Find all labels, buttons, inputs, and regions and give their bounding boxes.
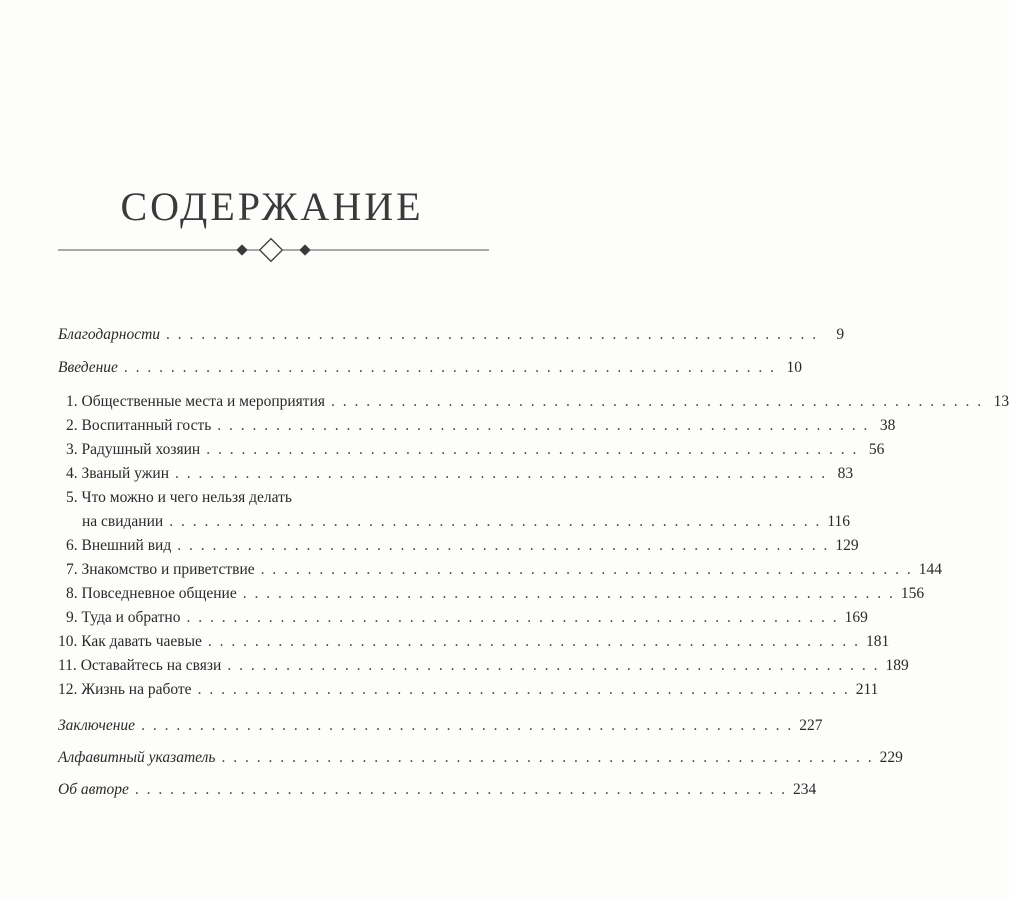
toc-entry-back[interactable] bbox=[58, 710, 823, 742]
toc-leader-dots: . . . . . . . . . . . . . . . . . . . . . . . . . . . . . . . . . . . . . . . . . . . . . . . . . . . . . . . . bbox=[186, 609, 839, 626]
toc-page-number: 229 bbox=[879, 749, 903, 766]
toc-page-number: 227 bbox=[799, 717, 823, 734]
toc-leader-dots: . . . . . . . . . . . . . . . . . . . . . . . . . . . . . . . . . . . . . . . . . . . . . . . . . . . . . . . . bbox=[206, 441, 859, 458]
toc-entry-label bbox=[58, 486, 489, 510]
chapter-title-continued: на свидании bbox=[82, 513, 164, 530]
chapter-number: 3. bbox=[66, 441, 78, 458]
toc-entry-front[interactable] bbox=[58, 351, 803, 384]
toc-entry-label bbox=[58, 438, 200, 462]
toc-entry-chapter[interactable] bbox=[58, 558, 943, 582]
toc-entry-label bbox=[58, 678, 192, 702]
toc-entry-chapter[interactable] bbox=[58, 390, 1009, 414]
toc-entry-front[interactable] bbox=[58, 318, 845, 351]
toc-entry-chapter[interactable] bbox=[58, 534, 859, 558]
chapter-number: 6. bbox=[66, 537, 78, 554]
chapter-number: 10. bbox=[58, 633, 78, 650]
toc-entry-label: Алфавитный указатель bbox=[58, 749, 216, 766]
toc-page-number: 83 bbox=[837, 465, 854, 482]
toc-entry-label bbox=[58, 558, 255, 582]
toc-page-number: 181 bbox=[866, 633, 890, 650]
chapter-number: 8. bbox=[66, 585, 78, 602]
toc-page-number: 234 bbox=[793, 781, 817, 798]
toc-page-number: 129 bbox=[835, 537, 859, 554]
toc-page-number: 116 bbox=[827, 513, 851, 530]
toc-entry-label bbox=[58, 534, 171, 558]
toc-entry-back[interactable] bbox=[58, 774, 817, 806]
toc-leader-dots: . . . . . . . . . . . . . . . . . . . . . . . . . . . . . . . . . . . . . . . . . . . . . . . . . . . . . . . . bbox=[141, 717, 794, 734]
toc-page-number: 38 bbox=[879, 417, 896, 434]
toc-page-number: 211 bbox=[855, 681, 879, 698]
toc-entry-chapter[interactable] bbox=[58, 486, 851, 534]
chapter-title: Что можно и чего нельзя делать bbox=[81, 489, 292, 506]
toc-leader-dots: . . . . . . . . . . . . . . . . . . . . . . . . . . . . . . . . . . . . . . . . . . . . . . . . . . . . . . . . bbox=[166, 326, 819, 343]
toc-page-number: 189 bbox=[885, 657, 909, 674]
toc-leader-dots: . . . . . . . . . . . . . . . . . . . . . . . . . . . . . . . . . . . . . . . . . . . . . . . . . . . . . . . . bbox=[260, 561, 913, 578]
toc-entry-back[interactable] bbox=[58, 742, 903, 774]
chapter-title: Общественные места и мероприятия bbox=[81, 393, 325, 410]
toc-entry-label: Введение bbox=[58, 359, 118, 376]
chapter-title: Званый ужин bbox=[81, 465, 169, 482]
chapter-title: Оставайтесь на связи bbox=[80, 657, 222, 674]
chapter-number: 2. bbox=[66, 417, 78, 434]
toc-entry-chapter[interactable] bbox=[58, 678, 879, 702]
chapter-number: 11. bbox=[58, 657, 77, 674]
toc-entry-label bbox=[58, 462, 169, 486]
toc-page-number: 169 bbox=[844, 609, 868, 626]
chapter-title: Внешний вид bbox=[81, 537, 172, 554]
toc-leader-dots: . . . . . . . . . . . . . . . . . . . . . . . . . . . . . . . . . . . . . . . . . . . . . . . . . . . . . . . . bbox=[177, 537, 830, 554]
toc-leader-dots: . . . . . . . . . . . . . . . . . . . . . . . . . . . . . . . . . . . . . . . . . . . . . . . . . . . . . . . . bbox=[134, 781, 788, 798]
toc-entry-label: Об авторе bbox=[58, 781, 129, 798]
toc-leader-dots: . . . . . . . . . . . . . . . . . . . . . . . . . . . . . . . . . . . . . . . . . . . . . . . . . . . . . . . . bbox=[123, 359, 777, 376]
toc-leader-dots: . . . . . . . . . . . . . . . . . . . . . . . . . . . . . . . . . . . . . . . . . . . . . . . . . . . . . . . . bbox=[197, 681, 850, 698]
toc-page-number: 13 bbox=[993, 393, 1009, 410]
toc-leader-dots: . . . . . . . . . . . . . . . . . . . . . . . . . . . . . . . . . . . . . . . . . . . . . . . . . . . . . . . . bbox=[217, 417, 870, 434]
toc-leader-dots: . . . . . . . . . . . . . . . . . . . . . . . . . . . . . . . . . . . . . . . . . . . . . . . . . . . . . . . . bbox=[221, 749, 874, 766]
chapter-title: Повседневное общение bbox=[81, 585, 237, 602]
toc-entry-label bbox=[58, 606, 180, 630]
toc-entry-label: Благодарности bbox=[58, 326, 161, 343]
toc-leader-dots: . . . . . . . . . . . . . . . . . . . . . . . . . . . . . . . . . . . . . . . . . . . . . . . . . . . . . . . . bbox=[169, 513, 822, 530]
toc-entry-label: Заключение bbox=[58, 717, 136, 734]
page-title: СОДЕРЖАНИЕ bbox=[120, 184, 424, 229]
toc-entry-label bbox=[58, 390, 325, 414]
toc-entry-label bbox=[58, 414, 211, 438]
toc-entry-label bbox=[58, 654, 221, 678]
toc-entry-chapter[interactable] bbox=[58, 438, 885, 462]
chapter-title: Знакомство и приветствие bbox=[81, 561, 255, 578]
chapter-number: 12. bbox=[58, 681, 78, 698]
toc-entry-label bbox=[58, 630, 202, 654]
toc-entry-chapter[interactable] bbox=[58, 414, 896, 438]
chapter-title: Туда и обратно bbox=[81, 609, 181, 626]
chapter-number: 4. bbox=[66, 465, 78, 482]
toc-entry-chapter[interactable] bbox=[58, 654, 909, 678]
toc-leader-dots: . . . . . . . . . . . . . . . . . . . . . . . . . . . . . . . . . . . . . . . . . . . . . . . . . . . . . . . . bbox=[331, 393, 984, 410]
chapter-title: Радушный хозяин bbox=[81, 441, 201, 458]
toc-entry-chapter[interactable] bbox=[58, 630, 890, 654]
toc-leader-dots: . . . . . . . . . . . . . . . . . . . . . . . . . . . . . . . . . . . . . . . . . . . . . . . . . . . . . . . . bbox=[207, 633, 861, 650]
chapter-number: 9. bbox=[66, 609, 78, 626]
toc-page-number: 56 bbox=[868, 441, 885, 458]
toc-page-number: 156 bbox=[900, 585, 925, 602]
toc-leader-dots: . . . . . . . . . . . . . . . . . . . . . . . . . . . . . . . . . . . . . . . . . . . . . . . . . . . . . . . . bbox=[174, 465, 828, 482]
title-divider-ornament bbox=[58, 240, 489, 260]
toc-entry-chapter[interactable] bbox=[58, 462, 854, 486]
chapter-title: Воспитанный гость bbox=[81, 417, 212, 434]
toc-leader-dots: . . . . . . . . . . . . . . . . . . . . . . . . . . . . . . . . . . . . . . . . . . . . . . . . . . . . . . . . bbox=[242, 585, 895, 602]
toc-entry-chapter[interactable] bbox=[58, 606, 868, 630]
toc-entry-chapter[interactable] bbox=[58, 582, 925, 606]
toc-leader-dots: . . . . . . . . . . . . . . . . . . . . . . . . . . . . . . . . . . . . . . . . . . . . . . . . . . . . . . . . bbox=[227, 657, 880, 674]
chapter-number: 5. bbox=[66, 489, 78, 506]
toc-page-number: 10 bbox=[786, 359, 803, 376]
chapter-title: Как давать чаевые bbox=[81, 633, 202, 650]
toc-entry-label bbox=[58, 582, 237, 606]
table-of-contents bbox=[58, 318, 1009, 806]
toc-page-number: 9 bbox=[836, 326, 845, 343]
chapter-number: 1. bbox=[66, 393, 78, 410]
chapter-number: 7. bbox=[66, 561, 78, 578]
toc-page-number: 144 bbox=[918, 561, 943, 578]
chapter-title: Жизнь на работе bbox=[81, 681, 192, 698]
